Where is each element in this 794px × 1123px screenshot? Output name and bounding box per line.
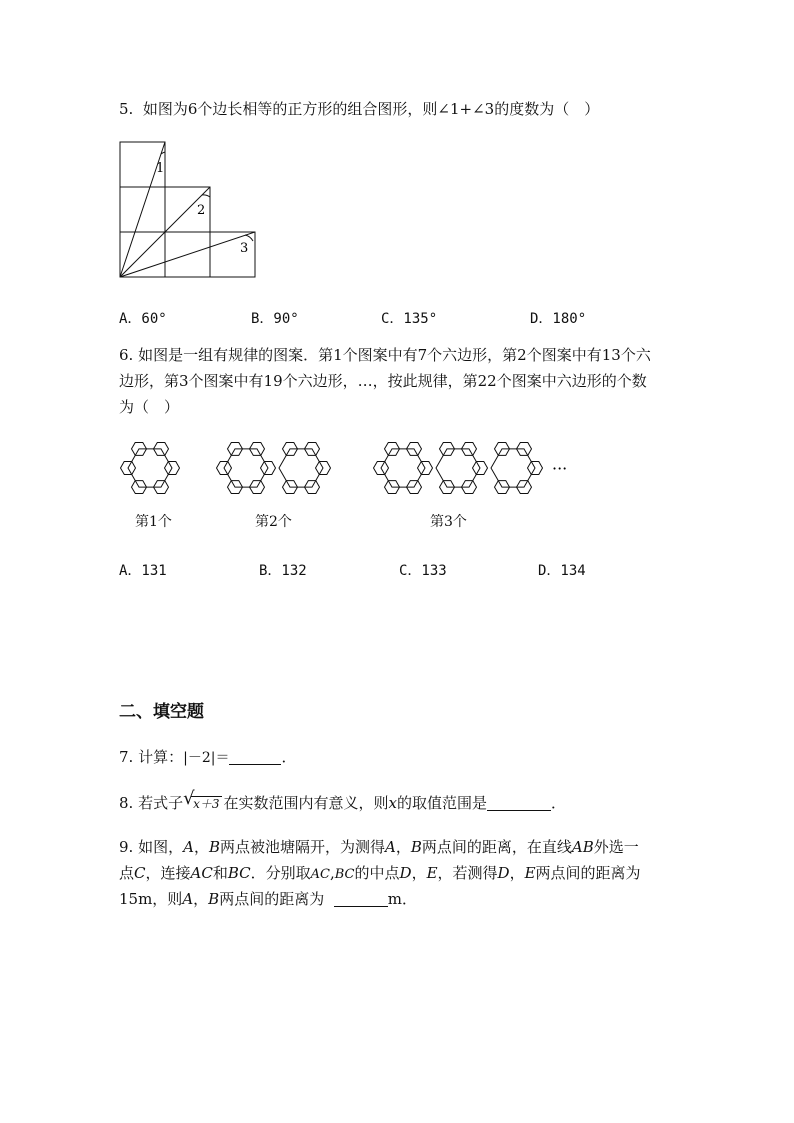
q5-text bbox=[119, 96, 599, 122]
q9-line2 bbox=[119, 860, 641, 888]
line-ab: AB bbox=[571, 838, 594, 856]
q6-line2: 边形，第3个图案中有19个六边形，…，按此规律，第22个图案中六边形的个数 bbox=[119, 372, 647, 390]
q7-number: 7. bbox=[119, 748, 134, 766]
q6-number: 6. bbox=[119, 346, 134, 364]
q9-text: 和 bbox=[212, 864, 228, 882]
q9-number: 9. bbox=[119, 838, 134, 856]
point-a: A bbox=[385, 838, 396, 856]
angle-label-2: 2 bbox=[197, 203, 206, 218]
point-a: A bbox=[182, 890, 194, 908]
q9-answer-blank[interactable] bbox=[334, 890, 388, 907]
point-a: A bbox=[183, 838, 194, 856]
q9-text: ， bbox=[411, 864, 427, 882]
segment-ac: AC bbox=[310, 867, 330, 882]
point-c: C bbox=[134, 864, 146, 882]
q6-caption-3: 第3个 bbox=[430, 514, 467, 530]
q9-text: ， bbox=[395, 838, 411, 856]
q5-number: 5. bbox=[119, 100, 134, 118]
q9-text: 两点间的距离，在直线 bbox=[421, 838, 572, 856]
diagonal-line bbox=[120, 232, 255, 277]
q5-option-c[interactable]: C．135° bbox=[381, 311, 438, 327]
q6-line1 bbox=[119, 342, 651, 368]
q9-text: , bbox=[329, 864, 335, 882]
sqrt-icon: √ bbox=[183, 788, 195, 809]
q7-suffix: ． bbox=[281, 748, 297, 766]
q8-end: ． bbox=[551, 794, 567, 812]
q9-text: m． bbox=[387, 890, 417, 908]
q8-answer-blank[interactable] bbox=[487, 794, 551, 811]
q9-text: ， bbox=[193, 838, 209, 856]
segment-ac: AC bbox=[190, 864, 213, 882]
q6-caption-2: 第2个 bbox=[255, 514, 292, 530]
section-title: 二、填空题 bbox=[119, 702, 204, 722]
point-b: B bbox=[410, 838, 422, 856]
q6-option-c[interactable]: C．133 bbox=[399, 563, 447, 579]
q8-radicand: x＋3 bbox=[193, 797, 220, 811]
q9-text: 的中点 bbox=[354, 864, 400, 882]
q7-prefix: 计算： bbox=[138, 748, 184, 766]
q6-line3: 为（ ） bbox=[119, 398, 180, 416]
q9-text: 如图， bbox=[138, 838, 184, 856]
segment-bc: BC bbox=[227, 864, 251, 882]
q9-text: ，若测得 bbox=[437, 864, 498, 882]
angle-arc bbox=[202, 195, 210, 197]
q6-option-b[interactable]: B．132 bbox=[259, 563, 307, 579]
q5-option-b[interactable]: B．90° bbox=[251, 311, 299, 327]
angle-label-3: 3 bbox=[240, 241, 249, 256]
q9-text: 两点间的距离为 bbox=[535, 864, 641, 882]
q8-middle: 在实数范围内有意义，则 bbox=[223, 794, 389, 812]
point-b: B bbox=[208, 890, 220, 908]
q8-suffix: 的取值范围是 bbox=[397, 794, 488, 812]
q7-text bbox=[119, 744, 296, 771]
q5-squares-figure bbox=[112, 138, 262, 283]
q9-text: ， bbox=[509, 864, 525, 882]
q5-option-d[interactable]: D．180° bbox=[530, 311, 587, 327]
point-d: D bbox=[497, 864, 510, 882]
q8-variable: x bbox=[388, 794, 397, 812]
q9-text: 外选一 bbox=[593, 838, 639, 856]
q7-expression: |－2|＝ bbox=[183, 750, 230, 766]
point-d: D bbox=[399, 864, 412, 882]
q6-option-d[interactable]: D．134 bbox=[538, 563, 586, 579]
ellipsis-icon: ··· bbox=[552, 459, 568, 478]
q9-text: 15m，则 bbox=[119, 890, 183, 908]
q6-caption-1: 第1个 bbox=[135, 514, 172, 530]
q6-option-a[interactable]: A．131 bbox=[119, 563, 167, 579]
q9-line3 bbox=[119, 886, 417, 912]
q9-text: 点 bbox=[119, 864, 135, 882]
q9-text: ，连接 bbox=[145, 864, 191, 882]
q9-text: 两点被池塘隔开，为测得 bbox=[220, 838, 386, 856]
q9-text: 两点间的距离为 bbox=[219, 890, 325, 908]
sqrt-expression bbox=[183, 790, 221, 817]
q9-text: ， bbox=[193, 890, 209, 908]
q8-number: 8. bbox=[119, 794, 134, 812]
q7-answer-blank[interactable] bbox=[229, 748, 281, 765]
q8-prefix: 若式子 bbox=[138, 794, 184, 812]
q9-line1 bbox=[119, 834, 639, 860]
point-e: E bbox=[426, 864, 438, 882]
q8-text bbox=[119, 790, 566, 817]
q6-stem-1: 如图是一组有规律的图案．第1个图案中有7个六边形，第2个图案中有13个六 bbox=[138, 346, 651, 364]
q6-hexagon-patterns bbox=[114, 430, 594, 510]
q5-stem: 如图为6个边长相等的正方形的组合图形，则∠1+∠3的度数为（ ） bbox=[142, 100, 600, 118]
q9-text: ．分别取 bbox=[250, 864, 311, 882]
q5-option-a[interactable]: A．60° bbox=[119, 311, 167, 327]
segment-bc: BC bbox=[334, 867, 355, 882]
point-e: E bbox=[524, 864, 536, 882]
angle-label-1: 1 bbox=[156, 161, 165, 176]
point-b: B bbox=[208, 838, 220, 856]
